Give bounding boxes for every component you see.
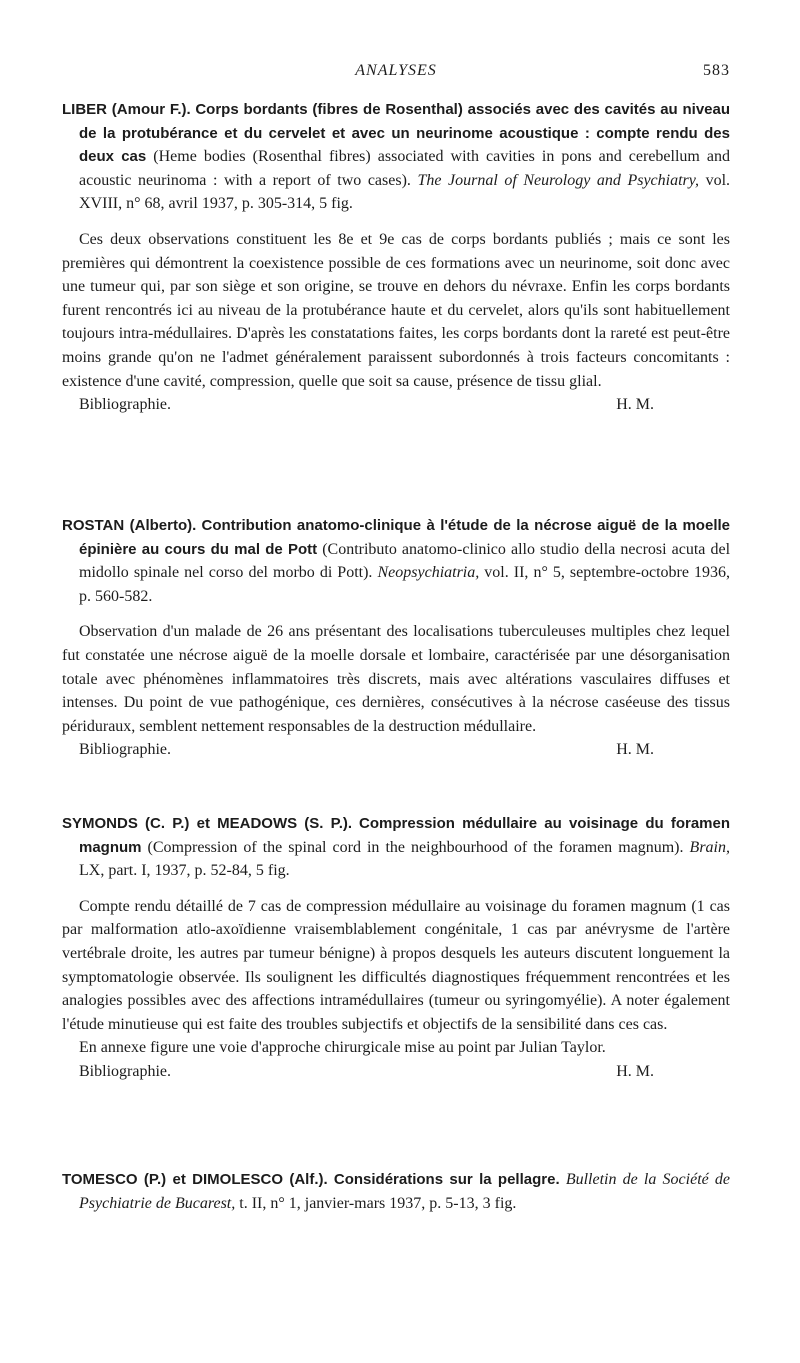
- entry-journal: Brain,: [689, 838, 730, 856]
- entry-heading: [62, 98, 730, 216]
- entry-paragraph: Observation d'un malade de 26 ans présentant des localisations tuberculeuses multiples chez lequel fut constatée une nécrose aiguë de la moelle dorsale et lombaire, caractérisée par une désorganisation totale avec phénomènes inflammatoires très discrets, mais avec altérations vasculaires diffuses et intenses. Du point de vue pathogénique, ces dernières, consécutives à la nécrose caséeuse des tissus périduraux, semblent nettement responsables de la destruction médullaire.: [62, 623, 730, 735]
- entry-reference: vol. II, n° 5, septembre-octobre 1936, p. 560-582.: [79, 564, 731, 605]
- entry-title: Contribution anatomo-clinique à l'étude de la nécrose aiguë de la moelle épinière au cours du mal de Pott: [79, 517, 730, 558]
- entry-reference: t. II, n° 1, janvier-mars 1937, p. 5-13, 3 fig.: [239, 1194, 517, 1212]
- entry-reference: vol. XVIII, n° 68, avril 1937, p. 305-314, 5 fig.: [79, 171, 731, 213]
- entry-paragraph: Ces deux observations constituent les 8e et 9e cas de corps bordants publiés ; mais ce sont les premières qui démontrent la coexistence possible de ces formations avec un neurinome, soit donc avec une tumeur qui, par son siège et son origine, se trouve en dehors du névraxe. Enfin les corps bordants furent rencontrés ici au niveau de la protubérance haute et du cervelet, alors qu'ils sont habituellement toujours intra-médullaires. D'après les constatations faites, les corps bordants dont la rareté est peut-être moins grande qu'on ne l'admet généralement paraissent subordonnés à trois facteurs concomitants : existence d'une cavité, compression, quelle que soit sa cause, présence de tissu glial.: [62, 230, 730, 390]
- analysis-entry: [62, 514, 730, 761]
- entry-heading: [62, 812, 730, 883]
- entry-body: [62, 895, 730, 1083]
- signature: H. M.: [616, 741, 654, 759]
- entry-footer: [62, 738, 730, 761]
- signature: H. M.: [616, 1062, 654, 1080]
- bibliography-label: Bibliographie.: [79, 1062, 171, 1080]
- entry-heading: [62, 514, 730, 608]
- entry-title: Considérations sur la pellagre.: [333, 1171, 560, 1188]
- entry-author: SYMONDS (C. P.) et MEADOWS (S. P.).: [62, 815, 353, 832]
- entry-paragraph: En annexe figure une voie d'approche chirurgicale mise au point par Julian Taylor.: [79, 1039, 606, 1057]
- entry-original-title: (Heme bodies (Rosenthal fibres) associated with cavities in pons and cerebellum and acoustic neurinoma : with a report of two cases).: [79, 148, 730, 189]
- entry-original-title: (Compression of the spinal cord in the neighbourhood of the foramen magnum).: [147, 838, 684, 856]
- analysis-entry: [62, 1168, 730, 1215]
- entry-author: ROSTAN (Alberto).: [62, 517, 197, 534]
- entry-author: TOMESCO (P.) et DIMOLESCO (Alf.).: [62, 1171, 328, 1188]
- running-header: [62, 62, 730, 88]
- entry-paragraph: Compte rendu détaillé de 7 cas de compression médullaire au voisinage du foramen magnum (1 cas par malformation atlo-axoïdienne vraisemblablement congénitale, 1 cas par anévrysme de l'artère vertébrale droite, les autres par tumeur bénigne) à propos desquels les auteurs discutent longuement la symptomatologie observée. Ils soulignent les difficultés diagnostiques fréquemment rencontrées et les analogies possibles avec des affections intramédullaires (tumeur ou syringomyélie). A noter également l'étude minutieuse qui est faite des troubles subjectifs et objectifs de la sensibilité dans ces cas.: [62, 897, 730, 1033]
- entry-original-title: (Contributo anatomo-clinico allo studio della necrosi acuta del midollo spinale nel corso del morbo di Pott).: [79, 540, 731, 582]
- entry-journal: Bulletin de la Société de Psychiatrie de Bucarest,: [79, 1171, 731, 1212]
- entry-author: LIBER (Amour F.).: [62, 101, 191, 118]
- entry-heading: [62, 1168, 730, 1215]
- analysis-entry: [62, 812, 730, 1083]
- entry-footer: [62, 1060, 730, 1083]
- entry-title: Corps bordants (fibres de Rosenthal) associés avec des cavités au niveau de la protubérance et du cervelet et avec un neurinome acoustique : compte rendu des deux cas: [79, 101, 731, 166]
- entry-title: Compression médullaire au voisinage du foramen magnum: [79, 815, 731, 856]
- entry-body: [62, 620, 730, 761]
- analysis-entry: [62, 98, 730, 416]
- entry-body: [62, 228, 730, 416]
- page-number: 583: [703, 62, 730, 79]
- entry-reference: LX, part. I, 1937, p. 52-84, 5 fig.: [79, 862, 290, 880]
- entry-footer: [62, 393, 730, 416]
- bibliography-label: Bibliographie.: [79, 396, 171, 414]
- bibliography-label: Bibliographie.: [79, 741, 171, 759]
- entry-journal: Neopsychiatria,: [377, 564, 480, 582]
- signature: H. M.: [616, 396, 654, 414]
- section-title: ANALYSES: [355, 62, 437, 79]
- entry-journal: The Journal of Neurology and Psychiatry,: [417, 171, 699, 189]
